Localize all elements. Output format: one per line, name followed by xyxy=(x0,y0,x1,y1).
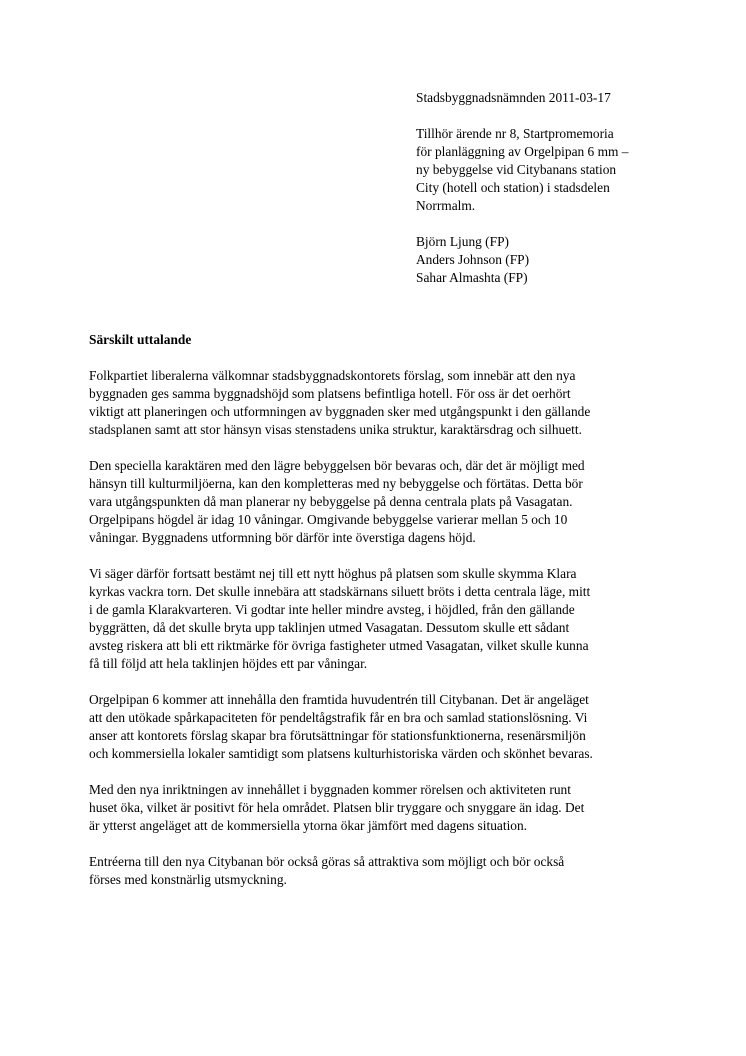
paragraph-line: och kommersiella lokaler samtidigt som platsens kulturhistoriska värden och skönhet bevaras. xyxy=(89,746,593,761)
paragraph xyxy=(89,565,689,673)
paragraph xyxy=(89,781,689,835)
paragraph-line: stadsplanen samt att stor hänsyn visas stenstadens unika struktur, karaktärsdrag och silhuett. xyxy=(89,422,582,437)
paragraph-line: byggnaden ges samma byggnadshöjd som platsens befintliga hotell. För oss är det oerhört xyxy=(89,386,571,401)
subject-line: för planläggning av Orgelpipan 6 mm – xyxy=(416,144,629,159)
signatory: Sahar Almashta (FP) xyxy=(416,270,528,285)
paragraph-line: Vi säger därför fortsatt bestämt nej till ett nytt höghus på platsen som skulle skymma Klara xyxy=(89,566,577,581)
paragraph-line: få till följd att hela taklinjen höjdes ett par våningar. xyxy=(89,656,368,671)
paragraph-line: hänsyn till kulturmiljöerna, kan den kompletteras med ny bebyggelse och förtätas. Detta bör xyxy=(89,476,583,491)
subject-line: ny bebyggelse vid Citybanans station xyxy=(416,162,617,177)
subject-line: Tillhör ärende nr 8, Startpromemoria xyxy=(416,126,614,141)
paragraph-line: att den utökade spårkapaciteten för pendeltågstrafik får en bra och samlad stationslösning. Vi xyxy=(89,710,588,725)
statement-title: Särskilt uttalande xyxy=(89,332,192,347)
statement-body xyxy=(89,331,689,907)
paragraph-line: viktigt att planeringen och utformningen av byggnaden sker med utgångspunkt i den gällande xyxy=(89,404,591,419)
paragraph-line: förses med konstnärlig utsmyckning. xyxy=(89,872,287,887)
paragraph-line: kyrkas vackra torn. Det skulle innebära att stadskärnans siluett bröts i detta centrala läge, mitt xyxy=(89,584,591,599)
paragraph-line: våningar. Byggnadens utformning bör därför inte överstiga dagens höjd. xyxy=(89,530,476,545)
paragraph xyxy=(89,853,689,889)
header-block xyxy=(416,89,716,287)
paragraph-line: byggrätten, då det skulle bryta upp taklinjen utmed Vasagatan. Dessutom skulle ett sådant xyxy=(89,620,570,635)
paragraph xyxy=(89,691,689,763)
signatory: Björn Ljung (FP) xyxy=(416,234,509,249)
paragraph-line: vara utgångspunkten då man planerar ny bebyggelse på denna centrala plats på Vasagatan. xyxy=(89,494,573,509)
subject-line: City (hotell och station) i stadsdelen xyxy=(416,180,610,195)
meeting-date: Stadsbyggnadsnämnden 2011-03-17 xyxy=(416,90,611,105)
paragraph xyxy=(89,367,689,439)
paragraph-line: Folkpartiet liberalerna välkomnar stadsbyggnadskontorets förslag, som innebär att den nya xyxy=(89,368,576,383)
spacer xyxy=(416,107,716,125)
paragraph-line: är ytterst angeläget att de kommersiella ytorna ökar jämfört med dagens situation. xyxy=(89,818,528,833)
paragraph-line: Orgelpipans högdel är idag 10 våningar. Omgivande bebyggelse varierar mellan 5 och 10 xyxy=(89,512,568,527)
paragraph-line: huset öka, vilket är positivt för hela området. Platsen blir tryggare och snyggare än idag. Det xyxy=(89,800,585,815)
signatory: Anders Johnson (FP) xyxy=(416,252,530,267)
paragraph-line: Orgelpipan 6 kommer att innehålla den framtida huvudentrén till Citybanan. Det är angeläget xyxy=(89,692,589,707)
paragraph xyxy=(89,457,689,547)
paragraph-line: avsteg riskera att bli ett riktmärke för övriga fastigheter utmed Vasagatan, vilket skulle kunna xyxy=(89,638,589,653)
spacer xyxy=(416,215,716,233)
paragraph-line: anser att kontorets förslag skapar bra förutsättningar för stationsfunktionerna, resenärsmiljön xyxy=(89,728,586,743)
subject-line: Norrmalm. xyxy=(416,198,476,213)
paragraph-line: Den speciella karaktären med den lägre bebyggelsen bör bevaras och, där det är möjligt med xyxy=(89,458,585,473)
paragraph-line: i de gamla Klarakvarteren. Vi godtar inte heller mindre avsteg, i höjdled, från den gällande xyxy=(89,602,575,617)
paragraph-line: Med den nya inriktningen av innehållet i byggnaden kommer rörelsen och aktiviteten runt xyxy=(89,782,571,797)
paragraph-line: Entréerna till den nya Citybanan bör också göras så attraktiva som möjligt och bör också xyxy=(89,854,565,869)
